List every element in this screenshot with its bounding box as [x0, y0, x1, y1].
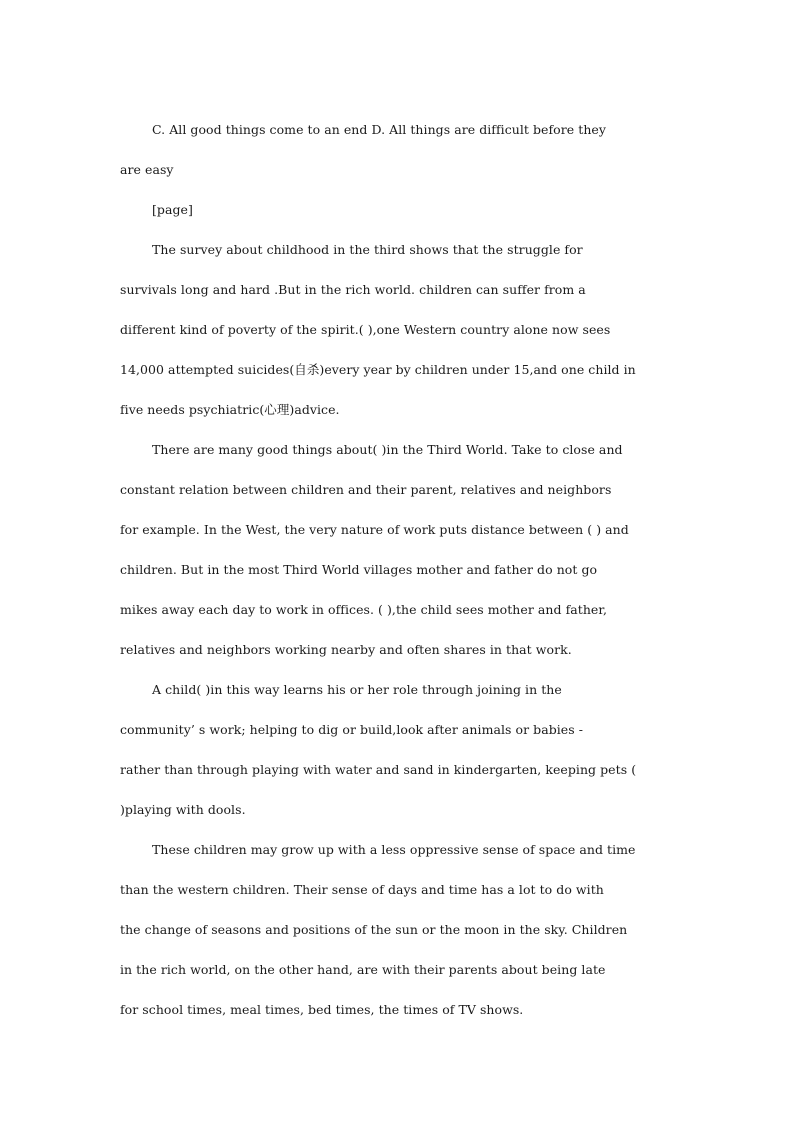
text-line: constant relation between children and their parent, relatives and neighbors	[120, 482, 612, 497]
text-line: for school times, meal times, bed times, the times of TV shows.	[120, 1002, 524, 1017]
text-line: A child( )in this way learns his or her role through joining in the	[152, 682, 562, 697]
text-line: than the western children. Their sense of days and time has a lot to do with	[120, 882, 604, 897]
text-line: C. All good things come to an end D. All things are difficult before they	[152, 122, 606, 137]
text-line: These children may grow up with a less oppressive sense of space and time	[152, 842, 636, 857]
text-line: children. But in the most Third World villages mother and father do not go	[120, 562, 598, 577]
text-line: different kind of poverty of the spirit.( ),one Western country alone now sees	[120, 322, 611, 337]
document-body	[120, 116, 676, 1036]
text-line: There are many good things about( )in the Third World. Take to close and	[152, 442, 623, 457]
text-line: in the rich world, on the other hand, are with their parents about being late	[120, 962, 606, 977]
text-line: survivals long and hard .But in the rich world. children can suffer from a	[120, 282, 586, 297]
text-line: are easy	[120, 162, 174, 177]
text-line: for example. In the West, the very nature of work puts distance between ( ) and	[120, 522, 629, 537]
text-line: mikes away each day to work in offices. ( ),the child sees mother and father,	[120, 602, 608, 617]
text-line: rather than through playing with water and sand in kindergarten, keeping pets (	[120, 762, 637, 777]
text-line: 14,000 attempted suicides(自杀)every year by children under 15,and one child in	[120, 362, 636, 377]
text-line: relatives and neighbors working nearby and often shares in that work.	[120, 642, 572, 657]
text-line: [page]	[152, 202, 193, 217]
text-line: the change of seasons and positions of the sun or the moon in the sky. Children	[120, 922, 628, 937]
text-line: )playing with dools.	[120, 802, 246, 817]
text-line: community’ s work; helping to dig or build,look after animals or babies -	[120, 722, 583, 737]
text-line: five needs psychiatric(心理)advice.	[120, 402, 340, 417]
text-line: The survey about childhood in the third shows that the struggle for	[152, 242, 583, 257]
